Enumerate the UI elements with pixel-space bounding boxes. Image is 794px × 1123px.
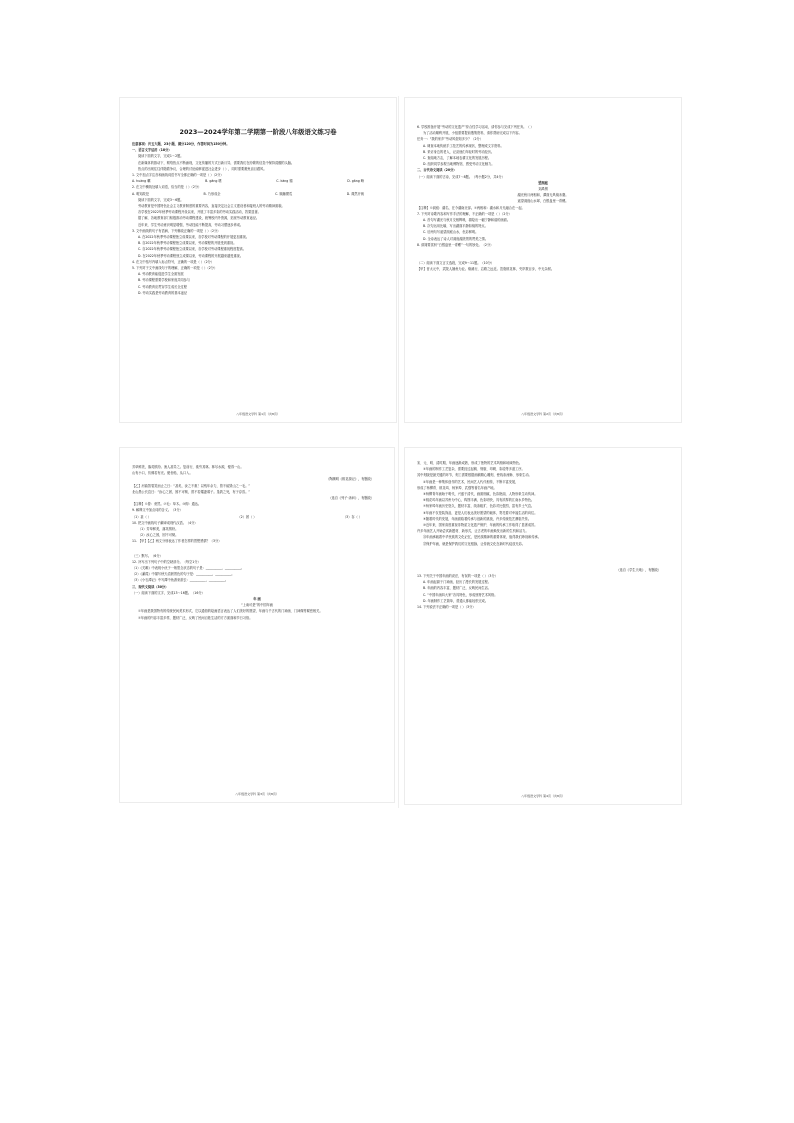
subsection-heading: （二）阅读下面文言文选段，完成9～11题。（10分） [417,261,495,266]
option: D. 蔑然开朗 [346,191,364,196]
question-line: 12. 补写出下列句子中的空缺部分。（每空1分） [132,559,201,564]
option-line: B. 采访身边的老人，记录他们年轻时的劳动经历。 [423,149,495,154]
section-heading: 一、语言文字运用（18分） [132,148,172,153]
source-citation: （选自《学生天地》，有删改） [616,567,661,572]
option-line: A. 年画起源于门神画，经历了漫长的发展过程。 [423,580,491,585]
option: D. gāng 畴 [347,179,364,184]
question-line: 13. 下列关于中国年画的说法，有误的一项是（ ）（3分） [417,574,498,579]
text-line: 在新媒体的推动下，网络热点不断涌现，文化传播的方式日新月异，需要我们在纷繁的信息中保持清醒的头脑。 [138,160,295,165]
text-line: 【乙】河曲智叟笑而止之曰：“甚矣，汝之不惠！以残年余力，曾不能毁山之一毛。” [132,483,251,488]
option-line: C. 后两句写遥望洞庭山水，色彩鲜明。 [423,230,479,235]
subsection-heading: （一）阅读下面的文字，完成13～16题。（16分） [132,590,205,595]
option-line: C. 自2022年秋季劳动课程独立成课以来，各学校对劳动课程重视程度提高。 [138,247,246,252]
text-line: 其中刻版是最关键的环节，刻工需要根据画稿精心雕刻，使线条流畅、形象生动。 [417,473,532,478]
text-line: （3）《小石潭记》中写潭中鱼游来游去：__________，__________。 [132,578,229,583]
text-line: （2）《蒹葭》中描写秋天清晨景色的句子是：__________，__________。 [132,572,235,577]
text-line: ⑪年画承载着中华民族的文化记忆，是民族精神的重要体现，值得我们珍视和传承。 [423,535,541,540]
text-line: （2）汝心之固，固不可彻。 [138,533,179,538]
option-line: A. 首句写湖光与秋月交相辉映，描绘出一幅宁静和谐的画面。 [423,218,511,223]
option-line: A. 在2022年秋季劳动课程独立成课以来，各学校对劳动课程的开展更加重视。 [138,235,250,240]
text-line: ①年画是我国特有的传统民间美术形式，它以通俗的绘画语言表达了人们美好的愿望，年画与千古代的门神画、门神像等紧密相关。 [138,609,323,614]
instructions: 注意事项：共五大题，23小题，满分120分，作答时间为150分钟。 [132,142,230,146]
option-line: D. 年画制作工艺简单，普通人都能轻松完成。 [423,598,489,603]
option-line: D. 全诗表达了诗人对洞庭湖美景的赞美之情。 [423,236,489,241]
text-line: ⑨随着时代的发展，年画面临着传承与创新的挑战，许多传统技艺濒临失传。 [423,516,532,521]
text-line: 各学校在2022年秋季劳动课程开设以来，开展了丰富多彩的劳动实践活动，效果显著。 [138,210,261,215]
text-line: ⑧年画不仅是装饰品，更是人们表达美好愿望的载体，寄托着对幸福生活的向往。 [423,510,538,515]
exam-page-1 [120,98,396,422]
text-line: 【甲】晋太元中，武陵人捕鱼为业。缘溪行，忘路之远近。忽逢桃花林，夹岸数百步，中无杂树。 [417,267,555,272]
option-line: C. 劳动教育应贯穿学生成长全过程 [138,284,187,289]
question-line: 4. 在文中括号内填入标点符号，正确的一项是（ ）（2分） [132,259,214,264]
text-line: 山有小口，仿佛若有光。便舍船，从口入。 [132,471,193,476]
option-line: B. 自2022年秋季劳动课程独立成课以来，劳动课程的开展受到重视。 [138,241,237,246]
section-heading: 三、现代文阅读（30分） [132,584,169,589]
option: A. huàng 瞩 [132,179,151,184]
option: B. 乃形成全 [203,191,221,196]
option-line: B. 次句运用比喻，写出湖面平静如镜的特点。 [423,224,488,229]
option-line: D. 劳动实践是劳动教育的基本途径 [138,290,188,295]
subsection-heading: （三）默写。（6分） [132,553,163,558]
text-line: 许多年画艺人开始尝试新题材、新形式，让古老的年画焕发出新的生机和活力。 [417,529,529,534]
text-line: ⑤杨柳青年画始于明代，兴盛于清代，画面细腻，色彩艳丽，人物形象生动传神。 [423,492,538,497]
question-line: 任务一：“我的家乡”劳动风俗知多少？（2分） [417,137,483,142]
page-gutter [398,96,399,808]
answer-space [132,545,382,553]
text-line: ⑥桃花坞年画以苏州为中心，构图丰满，色彩明快，具有浓厚的江南水乡特色。 [423,498,535,503]
question-line: 1. 文中加点字注音和画线词语书写全都正确的一项是（ ）（2分） [132,173,224,178]
text-line: ②年画的内容丰富多样，题材广泛，反映了民间百姓生活的方方面面和节日习俗。 [138,615,253,620]
subsection-heading: （一）阅读下面的古诗，完成7～8题。（每小题2分，共4分） [417,174,505,179]
text-line: ⑫保护年画，就是保护我们的文化根脉，让传统文化在新时代绽放光彩。 [423,541,525,546]
exam-title: 2023—2024学年第二学期第一阶段八年级语文练习卷 [179,128,337,136]
question-line: 10. 把文中画线句子翻译成现代汉语。（4分） [132,520,198,525]
option-line: C. 查阅地方志，了解本地农耕文化的发展历程。 [423,156,492,161]
page-footer: 八年级语文学科 第3页（共8页） [235,792,279,796]
option-line: B. 劳动课程需要学校和家庭共同参与 [138,278,191,283]
text-line: 阅读下面的文字，完成3～6题。 [138,197,184,202]
exam-page-3 [120,448,394,802]
question-line: 11. 【甲】【乙】两文分别表达了作者怎样的思想感情？（3分） [132,539,222,544]
question-line: 14. 下列说法不正确的一项是（ ）（3分） [417,605,476,610]
blank-item: （2）固（ ） [237,514,257,519]
question-line: 7. 下列对诗歌内容和写作手法的理解，不正确的一项是（ ）（2分） [417,211,512,216]
text-line: 【注释】①曾：竟然。②毛：草木。③彻：通达。 [132,502,202,507]
source-citation: （陶渊明《桃花源记》，有删改） [326,477,374,482]
text-line: 热点的出现往往伴随着争议，合理的讨论能够促进社会进步（ ），同时需要避免盲目跟风。 [138,166,267,171]
question-line: 2. 在文中横线处填入词语，恰当的是（ ）（2分） [132,185,202,190]
question-line: 6. 学校准备开展“劳动的文化遗产”综合性学习活动，请你参与完成下列任务。（ ） [417,125,534,129]
poem-title: 望洞庭 [538,180,548,185]
option: C. kàng 循 [276,179,293,184]
page-footer: 八年级语文学科 第2页（共8页） [521,412,565,416]
option-line: C. “中国年画四大家”各具特色，形成独特艺术风格。 [423,592,498,597]
poem-line: 遥望洞庭山水翠，白银盘里一青螺。 [517,199,569,204]
article-subtitle: “上南可是”的中国年画 [241,603,273,608]
text-line: （1）芳草鲜美，落英缤纷。 [138,527,179,532]
text-line: 为了活动顺利开展，小组需要提前搜集资料，请你帮助完成以下内容。 [423,131,522,136]
question-line: 3. 文中画线的句子有语病，下列修改正确的一项是（ ）（2分） [132,228,221,233]
text-line: ③年画的制作工艺复杂，需要经过起稿、刻版、印刷、彩绘等多道工序。 [423,467,525,472]
option-line: B. 年画的内容丰富，题材广泛，反映民间生活。 [423,586,491,591]
option-line: D. 组织同学参观当地博物馆，感受劳动文化魅力。 [423,162,495,167]
text-line: ⑦杨家埠年画历史悠久，题材丰富，线条粗犷，色彩对比强烈，富有乡土气息。 [423,504,535,509]
answer-space [417,248,669,260]
page-footer: 八年级语文学科 第1页（共8页） [236,412,280,416]
blank-item: （3）存（ ） [343,514,362,519]
text-line: 形成了杨柳青、桃花坞、杨家埠、武强等著名年画产地。 [417,485,497,490]
text-line: 阅读下面的文字，完成1～2题。 [138,154,184,159]
text-line: ⑩近年来，国家高度重视非物质文化遗产保护，年画的传承工作取得了显著成效。 [423,523,538,528]
text-line: ④年画是一种集体创作的艺术，民间艺人代代相传，不断丰富发展， [423,479,519,484]
option-line: A. 劳动教育能促进学生全面发展 [138,272,184,277]
text-line: 芳草鲜美，落英缤纷。渔人甚异之。复前行，欲穷其林。林尽水源，便得一山。 [132,465,244,469]
blank-item: （1）甚（ ） [132,514,151,519]
question-line: 8. 请简要赏析“白银盘里一青螺”一句的妙处。（2分） [417,242,494,247]
text-line: （1）《关雎》中表现小伙子一般思念状态的句子是：__________，__________。 [132,566,244,571]
text-line: 【注释】①洞庭：湖名，在今湖南北部。②两相和：湖水和月光融合在一起。 [417,205,525,210]
exam-page-4 [405,448,681,804]
option: B. gǎng 嗜 [205,179,222,184]
source-citation: （选自《列子·汤问》，有删改） [328,496,374,501]
poem-line: 湖光秋月两相和，潭面无风镜未磨。 [517,193,569,198]
question-line: 5. 下列对于文中画线句子的理解，正确的一项是（ ）（2分） [132,266,218,271]
question-line: 9. 解释文中加点词的含义。（3分） [132,508,183,513]
option-line: D. 在2022年秋季劳动课程独立成课以来，劳动课程的开展越来越受重视。 [138,253,244,258]
exam-page-2 [405,98,681,422]
text-line: 北山愚公长息曰：“汝心之固，固不可彻，曾不若孀妻弱子。虽我之死，有子存焉。” [132,489,251,494]
option-line: A. 调查本地传统手工技艺的传承现状，整理成文字资料。 [423,143,504,148]
text-line: 宋、元、明、清时期，年画逐渐成熟，形成了独特的艺术风格和地域特色。 [417,461,523,465]
text-line: 劳动教育是中国特色社会主义教育制度的重要内容，直接决定社会主义建设者和接班人的劳动精神面貌。 [138,204,285,209]
option: C. 顺藤摸瓜 [275,191,293,196]
option: A. 明知故犯 [132,191,149,196]
article-title: 年 画 [253,597,261,602]
text-line: 据了解，各地教育部门积极推动劳动课程建设，统筹校内外资源，拓宽劳动教育途径。 [138,216,260,221]
section-heading: 二、古代诗文阅读（20分） [417,168,457,173]
spacer [417,547,669,567]
poem-author: 刘禹锡 [538,187,548,192]
text-line: 近年来，学生劳动意识明显增强，劳动技能不断提高，劳动习惯逐步养成。 [138,222,244,227]
page-footer: 八年级语文学科 第4页（共8页） [521,794,565,798]
